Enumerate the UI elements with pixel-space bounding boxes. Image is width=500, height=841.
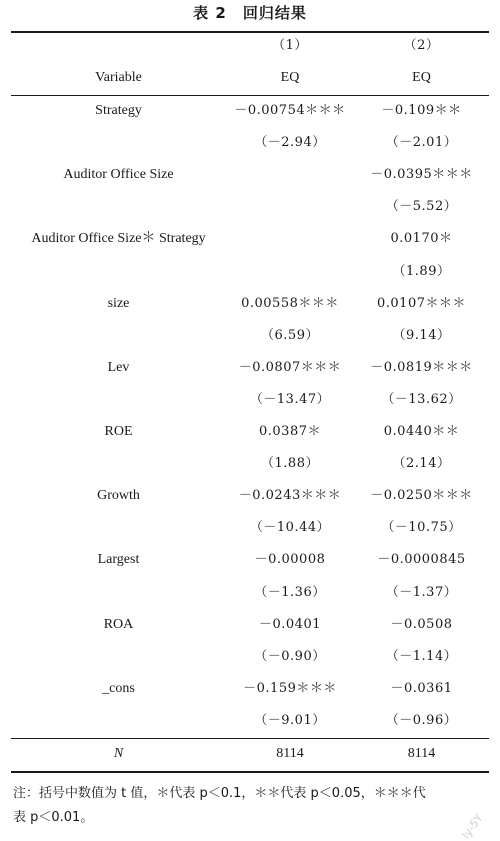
header-eq-2: EQ xyxy=(412,70,431,85)
table-cell: （－0.96） xyxy=(385,713,458,728)
obs-label: N xyxy=(113,746,124,761)
table-cell: －0.0250＊＊＊ xyxy=(370,488,473,503)
row-label: Auditor Office Size xyxy=(63,167,174,182)
table-cell: －0.0508 xyxy=(390,617,453,632)
table-cell xyxy=(226,192,354,222)
table-cell: 0.0170＊ xyxy=(390,231,453,246)
watermark: ly-5Y xyxy=(459,811,486,841)
row-label: Largest xyxy=(97,552,140,567)
note-line-2: 表 p＜0.01。 xyxy=(13,810,94,825)
table-cell: （1.88） xyxy=(261,456,319,471)
header-model-1: （1） xyxy=(272,38,308,53)
table-cell: －0.0243＊＊＊ xyxy=(238,488,342,503)
table-cell: 0.0440＊＊ xyxy=(383,424,460,439)
row-label: ROE xyxy=(104,424,133,439)
row-label: Lev xyxy=(107,360,130,375)
header-blank xyxy=(11,31,226,61)
table-cell xyxy=(226,224,354,254)
header-eq-1: EQ xyxy=(280,70,300,85)
table-cell: －0.0401 xyxy=(259,617,321,632)
row-label xyxy=(11,192,226,222)
header-variable: Variable xyxy=(95,70,142,85)
row-label xyxy=(11,385,226,415)
row-label: Growth xyxy=(97,488,140,503)
table-cell: －0.0361 xyxy=(390,681,453,696)
bottom-rule xyxy=(11,771,489,773)
table-cell: －0.0819＊＊＊ xyxy=(370,360,473,375)
table-cell: －0.00008 xyxy=(254,552,326,567)
row-label xyxy=(11,449,226,479)
table-cell: 0.0387＊ xyxy=(259,424,321,439)
table-cell: （－0.90） xyxy=(254,649,326,664)
table-cell: （1.89） xyxy=(392,264,451,279)
table-cell: 0.00558＊＊＊ xyxy=(241,296,339,311)
row-label xyxy=(11,706,226,736)
row-label: _cons xyxy=(102,681,135,696)
table-note xyxy=(13,782,491,830)
table-cell: （6.59） xyxy=(261,328,319,343)
table-cell: －0.0395＊＊＊ xyxy=(370,167,473,182)
obs-model-1: 8114 xyxy=(276,746,304,761)
table-cell: －0.159＊＊＊ xyxy=(243,681,337,696)
table-cell: （－10.75） xyxy=(381,520,462,535)
table-cell: （－1.37） xyxy=(385,585,458,600)
row-label xyxy=(11,578,226,608)
row-label: ROA xyxy=(103,617,134,632)
row-label xyxy=(11,257,226,287)
table-cell xyxy=(226,160,354,190)
table-cell: （－1.36） xyxy=(254,585,326,600)
table-cell: －0.00754＊＊＊ xyxy=(234,103,346,118)
row-label xyxy=(11,642,226,672)
table-cell: －0.0000845 xyxy=(377,552,466,567)
table-cell: （－10.44） xyxy=(249,520,331,535)
table-cell: 0.0107＊＊＊ xyxy=(377,296,466,311)
table-cell: （2.14） xyxy=(392,456,451,471)
row-label: size xyxy=(107,296,130,311)
table-cell: （－2.01） xyxy=(385,135,458,150)
table-cell: （－1.14） xyxy=(385,649,458,664)
row-label: Strategy xyxy=(95,103,142,118)
table-cell: －0.109＊＊ xyxy=(381,103,462,118)
table-cell: （－5.52） xyxy=(385,199,458,214)
table-cell: （9.14） xyxy=(392,328,451,343)
table-cell xyxy=(226,257,354,287)
table-cell: （－13.47） xyxy=(249,392,331,407)
table-cell: （－13.62） xyxy=(381,392,462,407)
row-label: Auditor Office Size＊ Strategy xyxy=(31,231,206,246)
row-label xyxy=(11,513,226,543)
table-cell: （－2.94） xyxy=(254,135,326,150)
header-model-2: （2） xyxy=(403,38,440,53)
note-line-1: 注：括号中数值为 t 值，＊代表 p＜0.1，＊＊代表 p＜0.05，＊＊＊代 xyxy=(13,786,426,801)
table-cell: （－9.01） xyxy=(254,713,326,728)
row-label xyxy=(11,128,226,158)
table-title: 表 2 回归结果 xyxy=(193,4,307,22)
row-label xyxy=(11,321,226,351)
obs-model-2: 8114 xyxy=(407,746,436,761)
table-cell: －0.0807＊＊＊ xyxy=(238,360,342,375)
